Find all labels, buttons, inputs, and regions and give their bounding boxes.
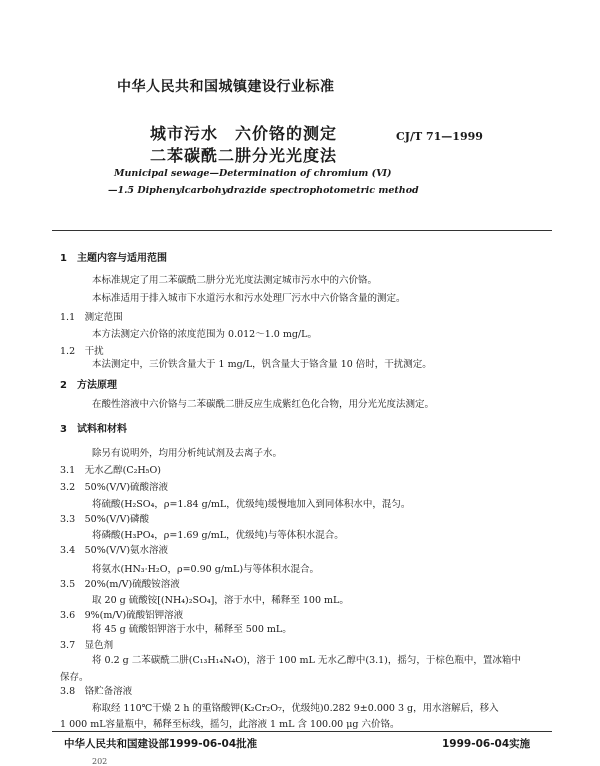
body-text-line: 将氨水(HN₃·H₂O，ρ=0.90 g/mL)与等体积水混合。 <box>92 564 320 575</box>
english-title-line2: —1.5 Diphenylcarbohydrazide spectrophotometric method <box>108 185 419 196</box>
document-title-line2: 二苯碳酰二肼分光光度法 <box>150 146 338 165</box>
subsection-heading: 3.2 50%(V/V)硫酸溶液 <box>60 482 169 493</box>
body-text-line: 将磷酸(H₃PO₄，ρ=1.69 g/mL，优级纯)与等体积水混合。 <box>92 530 344 541</box>
standard-code: CJ/T 71—1999 <box>396 130 483 143</box>
footer-divider <box>52 731 552 732</box>
approval-line: 中华人民共和国建设部1999-06-04批准 <box>64 738 258 750</box>
body-text-line: 在酸性溶液中六价铬与二苯碳酰二肼反应生成紫红色化合物，用分光光度法测定。 <box>92 399 435 410</box>
body-text-line: 将 45 g 硫酸铝钾溶于水中，稀释至 500 mL。 <box>92 624 292 635</box>
body-text-line: 保存。 <box>60 672 89 683</box>
header-divider <box>52 230 552 231</box>
body-text-line: 本方法测定六价铬的浓度范围为 0.012～1.0 mg/L。 <box>92 329 317 340</box>
body-text-line: 本标准规定了用二苯碳酰二肼分光光度法测定城市污水中的六价铬。 <box>92 275 378 286</box>
body-text-line: 称取经 110℃干燥 2 h 的重铬酸钾(K₂Cr₂O₇，优级纯)0.282 9±0.000 3 g，用水溶解后，移入 <box>92 703 499 714</box>
body-text-line: 将 0.2 g 二苯碳酰二肼(C₁₃H₁₄N₄O)，溶于 100 mL 无水乙醇中(3.1)，摇匀，于棕色瓶中，置冰箱中 <box>92 655 521 666</box>
body-text-line: 取 20 g 硫酸铵[(NH₄)₂SO₄]，溶于水中，稀释至 100 mL。 <box>92 595 349 606</box>
subsection-heading: 3.7 显色剂 <box>60 640 114 651</box>
english-title-line1: Municipal sewage—Determination of chromium (Ⅵ) <box>114 168 392 179</box>
section-heading: 3 试料和材料 <box>60 424 127 435</box>
subsection-heading: 1.2 干扰 <box>60 346 104 357</box>
subsection-heading: 3.6 9%(m/V)硫酸铝钾溶液 <box>60 610 184 621</box>
subsection-heading: 1.1 测定范围 <box>60 312 123 323</box>
standard-category: 中华人民共和国城镇建设行业标准 <box>117 79 335 95</box>
section-heading: 2 方法原理 <box>60 380 117 391</box>
body-text-line: 除另有说明外，均用分析纯试剂及去离子水。 <box>92 448 283 459</box>
subsection-heading: 3.1 无水乙醇(C₂H₅O) <box>60 465 161 476</box>
section-heading: 1 主题内容与适用范围 <box>60 253 167 264</box>
subsection-heading: 3.5 20%(m/V)硫酸铵溶液 <box>60 579 180 590</box>
body-text-line: 将硫酸(H₂SO₄，ρ=1.84 g/mL，优级纯)缓慢地加入到同体积水中，混匀。 <box>92 499 411 510</box>
page-number: 202 <box>92 757 108 766</box>
subsection-heading: 3.3 50%(V/V)磷酸 <box>60 514 150 525</box>
body-text-line: 1 000 mL容量瓶中，稀释至标线，摇匀，此溶液 1 mL 含 100.00 μg 六价铬。 <box>60 719 400 730</box>
subsection-heading: 3.8 铬贮备溶液 <box>60 686 133 697</box>
body-text-line: 本法测定中，三价铁含量大于 1 mg/L，钒含量大于铬含量 10 倍时，干扰测定。 <box>92 359 432 370</box>
body-text-line: 本标准适用于排入城市下水道污水和污水处理厂污水中六价铬含量的测定。 <box>92 293 406 304</box>
implementation-date: 1999-06-04实施 <box>442 738 531 750</box>
document-title-line1: 城市污水 六价铬的测定 <box>150 124 338 143</box>
subsection-heading: 3.4 50%(V/V)氨水溶液 <box>60 545 169 556</box>
